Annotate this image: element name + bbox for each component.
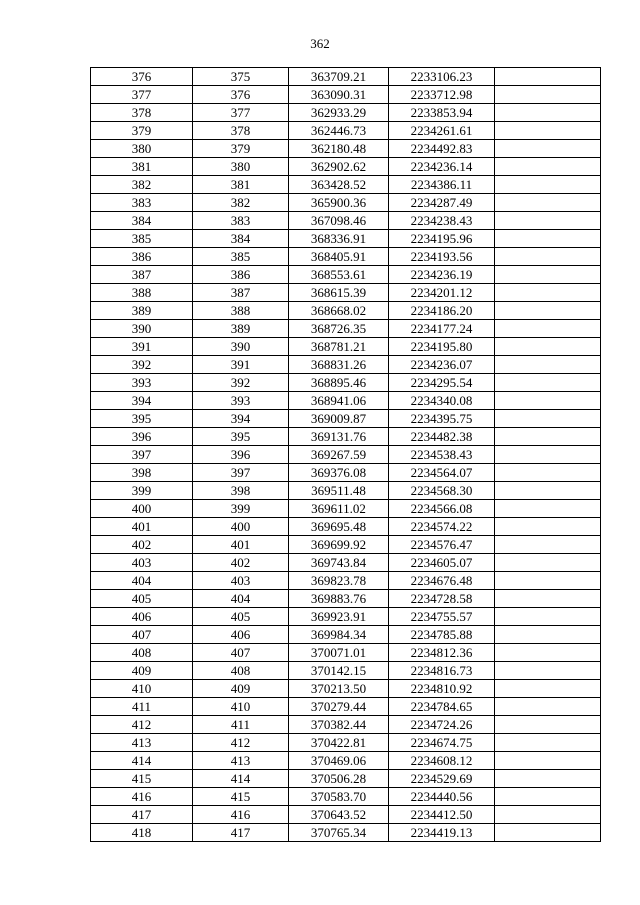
point-number-cell: 401 <box>91 518 193 536</box>
x-coordinate-cell: 368895.46 <box>289 374 389 392</box>
point-number-cell: 395 <box>91 410 193 428</box>
table-row <box>91 572 601 590</box>
point-number-cell: 403 <box>91 554 193 572</box>
previous-point-cell: 411 <box>193 716 289 734</box>
table-row <box>91 518 601 536</box>
previous-point-cell: 405 <box>193 608 289 626</box>
x-coordinate-cell: 365900.36 <box>289 194 389 212</box>
x-coordinate-cell: 370422.81 <box>289 734 389 752</box>
note-cell <box>495 464 601 482</box>
previous-point-cell: 407 <box>193 644 289 662</box>
x-coordinate-cell: 368668.02 <box>289 302 389 320</box>
point-number-cell: 402 <box>91 536 193 554</box>
table-row <box>91 86 601 104</box>
table-row <box>91 338 601 356</box>
note-cell <box>495 644 601 662</box>
x-coordinate-cell: 370469.06 <box>289 752 389 770</box>
x-coordinate-cell: 363428.52 <box>289 176 389 194</box>
previous-point-cell: 398 <box>193 482 289 500</box>
table-row <box>91 698 601 716</box>
x-coordinate-cell: 368405.91 <box>289 248 389 266</box>
y-coordinate-cell: 2234201.12 <box>389 284 495 302</box>
previous-point-cell: 387 <box>193 284 289 302</box>
table-row <box>91 590 601 608</box>
previous-point-cell: 396 <box>193 446 289 464</box>
table-row <box>91 302 601 320</box>
previous-point-cell: 384 <box>193 230 289 248</box>
point-number-cell: 400 <box>91 500 193 518</box>
previous-point-cell: 392 <box>193 374 289 392</box>
previous-point-cell: 391 <box>193 356 289 374</box>
x-coordinate-cell: 369923.91 <box>289 608 389 626</box>
table-row <box>91 266 601 284</box>
y-coordinate-cell: 2234816.73 <box>389 662 495 680</box>
table-row <box>91 680 601 698</box>
previous-point-cell: 375 <box>193 68 289 86</box>
x-coordinate-cell: 369009.87 <box>289 410 389 428</box>
table-row <box>91 140 601 158</box>
point-number-cell: 410 <box>91 680 193 698</box>
point-number-cell: 380 <box>91 140 193 158</box>
previous-point-cell: 395 <box>193 428 289 446</box>
point-number-cell: 418 <box>91 824 193 842</box>
table-body <box>91 68 601 842</box>
previous-point-cell: 385 <box>193 248 289 266</box>
table-row <box>91 356 601 374</box>
point-number-cell: 386 <box>91 248 193 266</box>
y-coordinate-cell: 2234287.49 <box>389 194 495 212</box>
note-cell <box>495 158 601 176</box>
table-row <box>91 662 601 680</box>
note-cell <box>495 176 601 194</box>
note-cell <box>495 716 601 734</box>
note-cell <box>495 572 601 590</box>
x-coordinate-cell: 368615.39 <box>289 284 389 302</box>
table-row <box>91 158 601 176</box>
table-row <box>91 626 601 644</box>
y-coordinate-cell: 2234238.43 <box>389 212 495 230</box>
y-coordinate-cell: 2234340.08 <box>389 392 495 410</box>
y-coordinate-cell: 2234177.24 <box>389 320 495 338</box>
y-coordinate-cell: 2234295.54 <box>389 374 495 392</box>
previous-point-cell: 381 <box>193 176 289 194</box>
table-row <box>91 464 601 482</box>
y-coordinate-cell: 2234676.48 <box>389 572 495 590</box>
y-coordinate-cell: 2234236.14 <box>389 158 495 176</box>
point-number-cell: 388 <box>91 284 193 302</box>
note-cell <box>495 140 601 158</box>
y-coordinate-cell: 2234236.19 <box>389 266 495 284</box>
previous-point-cell: 417 <box>193 824 289 842</box>
x-coordinate-cell: 362446.73 <box>289 122 389 140</box>
note-cell <box>495 446 601 464</box>
table-row <box>91 446 601 464</box>
x-coordinate-cell: 370213.50 <box>289 680 389 698</box>
note-cell <box>495 788 601 806</box>
note-cell <box>495 212 601 230</box>
previous-point-cell: 379 <box>193 140 289 158</box>
note-cell <box>495 734 601 752</box>
table-row <box>91 788 601 806</box>
table-row <box>91 824 601 842</box>
note-cell <box>495 374 601 392</box>
previous-point-cell: 406 <box>193 626 289 644</box>
previous-point-cell: 415 <box>193 788 289 806</box>
x-coordinate-cell: 367098.46 <box>289 212 389 230</box>
point-number-cell: 394 <box>91 392 193 410</box>
note-cell <box>495 302 601 320</box>
previous-point-cell: 390 <box>193 338 289 356</box>
y-coordinate-cell: 2234605.07 <box>389 554 495 572</box>
point-number-cell: 392 <box>91 356 193 374</box>
previous-point-cell: 378 <box>193 122 289 140</box>
x-coordinate-cell: 370583.70 <box>289 788 389 806</box>
y-coordinate-cell: 2234608.12 <box>389 752 495 770</box>
note-cell <box>495 590 601 608</box>
previous-point-cell: 413 <box>193 752 289 770</box>
point-number-cell: 378 <box>91 104 193 122</box>
note-cell <box>495 518 601 536</box>
y-coordinate-cell: 2234564.07 <box>389 464 495 482</box>
table-row <box>91 536 601 554</box>
note-cell <box>495 104 601 122</box>
table-row <box>91 806 601 824</box>
point-number-cell: 384 <box>91 212 193 230</box>
previous-point-cell: 380 <box>193 158 289 176</box>
y-coordinate-cell: 2233853.94 <box>389 104 495 122</box>
table-row <box>91 482 601 500</box>
y-coordinate-cell: 2234810.92 <box>389 680 495 698</box>
x-coordinate-cell: 369267.59 <box>289 446 389 464</box>
x-coordinate-cell: 369376.08 <box>289 464 389 482</box>
note-cell <box>495 626 601 644</box>
table-row <box>91 608 601 626</box>
x-coordinate-cell: 368726.35 <box>289 320 389 338</box>
point-number-cell: 396 <box>91 428 193 446</box>
previous-point-cell: 403 <box>193 572 289 590</box>
note-cell <box>495 86 601 104</box>
point-number-cell: 376 <box>91 68 193 86</box>
note-cell <box>495 122 601 140</box>
note-cell <box>495 68 601 86</box>
table-row <box>91 194 601 212</box>
y-coordinate-cell: 2234261.61 <box>389 122 495 140</box>
y-coordinate-cell: 2234186.20 <box>389 302 495 320</box>
x-coordinate-cell: 369131.76 <box>289 428 389 446</box>
previous-point-cell: 382 <box>193 194 289 212</box>
point-number-cell: 411 <box>91 698 193 716</box>
note-cell <box>495 824 601 842</box>
point-number-cell: 387 <box>91 266 193 284</box>
point-number-cell: 379 <box>91 122 193 140</box>
point-number-cell: 389 <box>91 302 193 320</box>
point-number-cell: 405 <box>91 590 193 608</box>
previous-point-cell: 410 <box>193 698 289 716</box>
note-cell <box>495 770 601 788</box>
y-coordinate-cell: 2234724.26 <box>389 716 495 734</box>
table-row <box>91 212 601 230</box>
point-number-cell: 413 <box>91 734 193 752</box>
point-number-cell: 408 <box>91 644 193 662</box>
y-coordinate-cell: 2234812.36 <box>389 644 495 662</box>
table-row <box>91 734 601 752</box>
previous-point-cell: 409 <box>193 680 289 698</box>
table-row <box>91 122 601 140</box>
x-coordinate-cell: 369743.84 <box>289 554 389 572</box>
y-coordinate-cell: 2234566.08 <box>389 500 495 518</box>
y-coordinate-cell: 2233106.23 <box>389 68 495 86</box>
previous-point-cell: 400 <box>193 518 289 536</box>
x-coordinate-cell: 368831.26 <box>289 356 389 374</box>
previous-point-cell: 376 <box>193 86 289 104</box>
y-coordinate-cell: 2234195.80 <box>389 338 495 356</box>
previous-point-cell: 394 <box>193 410 289 428</box>
table-row <box>91 68 601 86</box>
y-coordinate-cell: 2234785.88 <box>389 626 495 644</box>
previous-point-cell: 401 <box>193 536 289 554</box>
previous-point-cell: 402 <box>193 554 289 572</box>
point-number-cell: 412 <box>91 716 193 734</box>
note-cell <box>495 500 601 518</box>
y-coordinate-cell: 2234236.07 <box>389 356 495 374</box>
point-number-cell: 383 <box>91 194 193 212</box>
note-cell <box>495 320 601 338</box>
y-coordinate-cell: 2234440.56 <box>389 788 495 806</box>
y-coordinate-cell: 2234755.57 <box>389 608 495 626</box>
table-row <box>91 644 601 662</box>
previous-point-cell: 377 <box>193 104 289 122</box>
table-row <box>91 428 601 446</box>
previous-point-cell: 408 <box>193 662 289 680</box>
note-cell <box>495 698 601 716</box>
note-cell <box>495 248 601 266</box>
note-cell <box>495 806 601 824</box>
table-row <box>91 752 601 770</box>
previous-point-cell: 404 <box>193 590 289 608</box>
point-number-cell: 417 <box>91 806 193 824</box>
x-coordinate-cell: 362180.48 <box>289 140 389 158</box>
y-coordinate-cell: 2233712.98 <box>389 86 495 104</box>
x-coordinate-cell: 369984.34 <box>289 626 389 644</box>
y-coordinate-cell: 2234784.65 <box>389 698 495 716</box>
previous-point-cell: 412 <box>193 734 289 752</box>
point-number-cell: 406 <box>91 608 193 626</box>
table-row <box>91 770 601 788</box>
table-row <box>91 248 601 266</box>
point-number-cell: 390 <box>91 320 193 338</box>
note-cell <box>495 410 601 428</box>
previous-point-cell: 397 <box>193 464 289 482</box>
x-coordinate-cell: 370506.28 <box>289 770 389 788</box>
note-cell <box>495 428 601 446</box>
note-cell <box>495 284 601 302</box>
y-coordinate-cell: 2234195.96 <box>389 230 495 248</box>
previous-point-cell: 399 <box>193 500 289 518</box>
point-number-cell: 393 <box>91 374 193 392</box>
x-coordinate-cell: 368781.21 <box>289 338 389 356</box>
x-coordinate-cell: 368941.06 <box>289 392 389 410</box>
x-coordinate-cell: 369511.48 <box>289 482 389 500</box>
point-number-cell: 415 <box>91 770 193 788</box>
x-coordinate-cell: 370279.44 <box>289 698 389 716</box>
x-coordinate-cell: 368553.61 <box>289 266 389 284</box>
table-row <box>91 104 601 122</box>
y-coordinate-cell: 2234674.75 <box>389 734 495 752</box>
x-coordinate-cell: 363709.21 <box>289 68 389 86</box>
previous-point-cell: 389 <box>193 320 289 338</box>
note-cell <box>495 338 601 356</box>
table-row <box>91 284 601 302</box>
y-coordinate-cell: 2234386.11 <box>389 176 495 194</box>
previous-point-cell: 388 <box>193 302 289 320</box>
x-coordinate-cell: 370643.52 <box>289 806 389 824</box>
table-row <box>91 554 601 572</box>
y-coordinate-cell: 2234193.56 <box>389 248 495 266</box>
x-coordinate-cell: 370142.15 <box>289 662 389 680</box>
x-coordinate-cell: 362902.62 <box>289 158 389 176</box>
x-coordinate-cell: 369699.92 <box>289 536 389 554</box>
point-number-cell: 382 <box>91 176 193 194</box>
point-number-cell: 397 <box>91 446 193 464</box>
page-number: 362 <box>310 36 330 51</box>
point-number-cell: 385 <box>91 230 193 248</box>
note-cell <box>495 680 601 698</box>
note-cell <box>495 482 601 500</box>
y-coordinate-cell: 2234538.43 <box>389 446 495 464</box>
table-row <box>91 716 601 734</box>
y-coordinate-cell: 2234576.47 <box>389 536 495 554</box>
y-coordinate-cell: 2234395.75 <box>389 410 495 428</box>
note-cell <box>495 230 601 248</box>
note-cell <box>495 752 601 770</box>
table-row <box>91 374 601 392</box>
table-row <box>91 230 601 248</box>
x-coordinate-cell: 362933.29 <box>289 104 389 122</box>
coordinates-table <box>90 67 601 842</box>
table-row <box>91 500 601 518</box>
point-number-cell: 404 <box>91 572 193 590</box>
x-coordinate-cell: 370382.44 <box>289 716 389 734</box>
y-coordinate-cell: 2234728.58 <box>389 590 495 608</box>
table-row <box>91 392 601 410</box>
note-cell <box>495 356 601 374</box>
point-number-cell: 381 <box>91 158 193 176</box>
previous-point-cell: 414 <box>193 770 289 788</box>
x-coordinate-cell: 370765.34 <box>289 824 389 842</box>
previous-point-cell: 416 <box>193 806 289 824</box>
note-cell <box>495 608 601 626</box>
y-coordinate-cell: 2234568.30 <box>389 482 495 500</box>
y-coordinate-cell: 2234419.13 <box>389 824 495 842</box>
note-cell <box>495 266 601 284</box>
x-coordinate-cell: 369823.78 <box>289 572 389 590</box>
point-number-cell: 399 <box>91 482 193 500</box>
x-coordinate-cell: 363090.31 <box>289 86 389 104</box>
note-cell <box>495 536 601 554</box>
x-coordinate-cell: 369883.76 <box>289 590 389 608</box>
y-coordinate-cell: 2234492.83 <box>389 140 495 158</box>
x-coordinate-cell: 368336.91 <box>289 230 389 248</box>
x-coordinate-cell: 369695.48 <box>289 518 389 536</box>
y-coordinate-cell: 2234412.50 <box>389 806 495 824</box>
point-number-cell: 391 <box>91 338 193 356</box>
note-cell <box>495 662 601 680</box>
table-row <box>91 410 601 428</box>
table-row <box>91 320 601 338</box>
y-coordinate-cell: 2234529.69 <box>389 770 495 788</box>
note-cell <box>495 392 601 410</box>
table-row <box>91 176 601 194</box>
point-number-cell: 398 <box>91 464 193 482</box>
x-coordinate-cell: 369611.02 <box>289 500 389 518</box>
point-number-cell: 414 <box>91 752 193 770</box>
point-number-cell: 377 <box>91 86 193 104</box>
point-number-cell: 407 <box>91 626 193 644</box>
previous-point-cell: 383 <box>193 212 289 230</box>
y-coordinate-cell: 2234482.38 <box>389 428 495 446</box>
previous-point-cell: 393 <box>193 392 289 410</box>
x-coordinate-cell: 370071.01 <box>289 644 389 662</box>
note-cell <box>495 194 601 212</box>
note-cell <box>495 554 601 572</box>
previous-point-cell: 386 <box>193 266 289 284</box>
y-coordinate-cell: 2234574.22 <box>389 518 495 536</box>
point-number-cell: 409 <box>91 662 193 680</box>
point-number-cell: 416 <box>91 788 193 806</box>
